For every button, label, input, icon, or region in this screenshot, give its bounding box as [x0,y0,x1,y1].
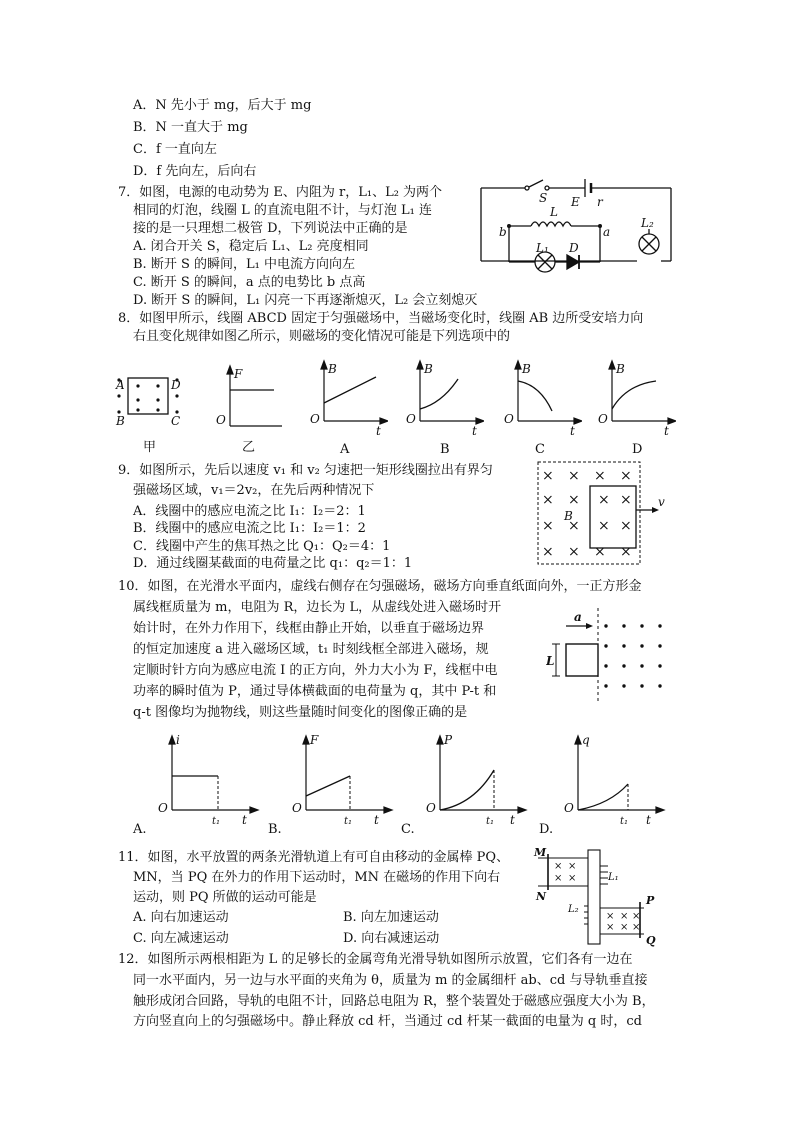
q8-stem-line: 右且变化规律如图乙所示，则磁场的变化情况可能是下列选项中的 [133,329,511,344]
svg-text:×: × [620,518,632,534]
svg-text:×: × [554,873,563,884]
q12-stem-line: 触形成闭合回路，导轨的电阻不计，回路总电阻为 R，整个装置处于磁感应强度大小为 B， [133,994,655,1009]
svg-text:×: × [620,492,632,508]
q10-letter-c: C. [401,822,415,837]
caption-b: B [440,442,450,457]
q8-graph-b [402,357,484,437]
svg-text:O: O [564,801,574,815]
svg-text:×: × [568,544,580,560]
q9-stem-line: 9．如图所示，先后以速度 v₁ 和 v₂ 匀速把一矩形线圈拉出有界匀 [118,463,493,478]
svg-text:O: O [598,412,608,426]
q7-option-d: D. 断开 S 的瞬间，L₁ 闪亮一下再逐渐熄灭，L₂ 会立刻熄灭 [133,293,478,308]
caption-c: C [535,442,545,457]
q10-stem-line: 10．如图，在光滑水平面内，虚线右侧存在匀强磁场，磁场方向垂直纸面向外，一正方形金 [118,579,642,594]
q11-stem-line: 运动，则 PQ 所做的运动可能是 [133,890,317,905]
q10-stem-line: 功率的瞬时值为 P，通过导体横截面的电荷量为 q，其中 P-t 和 [133,684,497,699]
svg-text:O: O [158,801,168,815]
svg-text:O: O [292,801,302,815]
label-q: Q [646,934,656,947]
q6-option-d: D．f 先向左，后向右 [133,164,257,179]
svg-text:×: × [542,468,554,484]
svg-text:B: B [424,362,433,376]
label-e: E [571,195,580,209]
svg-text:O: O [310,412,320,426]
svg-text:t: t [510,813,515,827]
svg-text:×: × [632,922,641,933]
q7-stem-line: 相同的灯泡，线圈 L 的直流电阻不计，与灯泡 L₁ 连 [133,203,433,218]
svg-text:t: t [646,813,651,827]
corner-b: B [116,414,125,428]
svg-text:t₁: t₁ [344,816,353,827]
caption-yi: 乙 [242,440,256,455]
svg-text:×: × [568,518,580,534]
svg-text:×: × [594,468,606,484]
label-n: N [536,890,547,903]
q10-graph-a [150,730,260,830]
svg-text:t: t [374,813,379,827]
svg-text:×: × [542,518,554,534]
q12-stem-line: 方向竖直向上的匀强磁场中。静止释放 cd 杆，当通过 cd 杆某一截面的电量为 q 时，cd [133,1014,642,1029]
svg-text:×: × [568,468,580,484]
label-l1-coil: L₁ [608,872,619,883]
svg-text:×: × [598,518,610,534]
q7-option-c: C. 断开 S 的瞬间，a 点的电势比 b 点高 [133,275,366,290]
svg-text:×: × [542,492,554,508]
label-v: v [658,495,665,509]
svg-text:O: O [406,412,416,426]
svg-text:×: × [620,544,632,560]
svg-text:×: × [606,911,615,922]
q10-graph-d [556,730,666,830]
q7-option-b: B. 断开 S 的瞬间，L₁ 中电流方向向左 [133,257,355,272]
svg-text:B: B [616,362,625,376]
q11-stem-line: MN，当 PQ 在外力的作用下运动时，MN 在磁场的作用下向右 [133,870,501,885]
q9-option-a: A．线圈中的感应电流之比 I₁：I₂＝2：1 [133,504,366,519]
q9-stem-line: 强磁场区域，v₁＝2v₂，在先后两种情况下 [133,483,375,498]
q10-letter-b: B. [268,822,282,837]
q7-stem-line: 7．如图，电源的电动势为 E、内阻为 r，L₁、L₂ 为两个 [118,185,443,200]
label-b: b [499,225,507,239]
q11-option-d: D. 向右减速运动 [343,931,440,946]
corner-d: D [171,378,181,392]
label-l2: L₂ [641,216,654,230]
corner-c: C [171,414,181,428]
label-r: r [597,195,603,209]
label-a: a [603,225,611,239]
q10-stem-line: q-t 图像均为抛物线，则这些量随时间变化的图像正确的是 [133,705,468,720]
q11-rails-diagram [532,846,672,948]
caption-a: A [340,442,350,457]
svg-text:F: F [234,367,243,381]
q9-field-diagram [532,460,672,568]
svg-text:t: t [376,424,381,437]
q10-letter-a: A. [133,822,147,837]
label-l2-coil: L₂ [568,904,579,915]
label-p: P [646,894,655,907]
q10-letter-d: D. [539,822,554,837]
caption-jia: 甲 [143,440,157,455]
svg-text:t: t [242,813,247,827]
q7-stem-line: 接的是一只理想二极管 D，下列说法中正确的是 [133,221,408,236]
q11-option-a: A. 向右加速运动 [133,910,229,925]
q11-stem-line: 11．如图，水平放置的两条光滑轨道上有可自由移动的金属棒 PQ、 [118,850,510,865]
label-b-field: B [564,509,573,523]
svg-text:P: P [444,733,453,747]
svg-text:O: O [216,413,226,427]
q10-graph-c [418,730,528,830]
q10-stem-line: 的恒定加速度 a 进入磁场区域，t₁ 时刻线框全部进入磁场，规 [133,642,489,657]
svg-text:×: × [606,922,615,933]
q12-stem-line: 12．如图所示两根相距为 L 的足够长的金属弯角光滑导轨如图所示放置，它们各有一边在 [118,952,633,967]
q12-stem-line: 同一水平面内，另一边与水平面的夹角为 θ，质量为 m 的金属细杆 ab、cd 与导轨垂直接 [133,973,648,988]
label-m: M [534,846,547,859]
q6-option-c: C．f 一直向左 [133,142,217,157]
q7-option-a: A. 闭合开关 S，稳定后 L₁、L₂ 亮度相同 [133,239,369,254]
svg-text:×: × [620,922,629,933]
svg-text:t: t [664,424,669,437]
q9-option-b: B．线圈中的感应电流之比 I₁：I₂＝1：2 [133,521,366,536]
svg-text:q: q [582,733,590,747]
svg-text:×: × [542,544,554,560]
svg-text:t₁: t₁ [212,816,221,827]
label-l1: L₁ [536,241,549,255]
svg-text:×: × [568,492,580,508]
q11-option-c: C. 向左减速运动 [133,931,229,946]
label-s: S [539,191,548,205]
svg-text:×: × [598,492,610,508]
q10-graph-b [284,730,394,830]
svg-text:×: × [594,544,606,560]
svg-text:B: B [522,362,531,376]
svg-text:×: × [568,873,577,884]
q9-option-c: C．线圈中产生的焦耳热之比 Q₁：Q₂＝4：1 [133,539,391,554]
label-d: D [569,241,579,255]
svg-text:O: O [426,801,436,815]
q8-graph-a [306,357,388,437]
svg-text:×: × [554,861,563,872]
svg-text:×: × [620,468,632,484]
q10-stem-line: 始计时，在外力作用下，线框由静止开始，以垂直于磁场边界 [133,621,485,636]
svg-text:B: B [328,362,337,376]
caption-d: D [632,442,643,457]
svg-text:F: F [310,733,319,747]
corner-a: A [116,378,125,392]
q10-stem-line: 属线框质量为 m，电阻为 R，边长为 L，从虚线处进入磁场时开 [133,600,502,615]
q9-option-d: D．通过线圈某截面的电荷量之比 q₁：q₂＝1：1 [133,556,413,571]
svg-text:×: × [632,911,641,922]
q8-stem-line: 8．如图甲所示，线圈 ABCD 固定于匀强磁场中，当磁场变化时，线圈 AB 边所受安培力向 [118,311,644,326]
q7-circuit-diagram [475,174,681,278]
q11-option-b: B. 向左加速运动 [343,910,439,925]
q8-coil-figure [114,372,184,428]
q8-graph-c [500,357,582,437]
svg-text:t: t [570,424,575,437]
svg-text:×: × [620,911,629,922]
svg-text:t: t [472,424,477,437]
svg-text:×: × [568,861,577,872]
q8-graph-yi [212,362,284,432]
q10-frame-diagram [546,606,676,704]
q6-option-a: A．N 先小于 mg，后大于 mg [133,98,312,113]
svg-text:i: i [176,733,180,747]
label-l: L [550,205,558,219]
q10-stem-line: 定顺时针方向为感应电流 I 的正方向，外力大小为 F，线框中电 [133,663,498,678]
svg-text:t₁: t₁ [620,816,629,827]
label-a-accel: a [574,610,582,624]
q8-graph-d [594,357,676,437]
svg-text:t₁: t₁ [486,816,495,827]
svg-text:O: O [504,412,514,426]
label-l-side: L [546,654,555,668]
q6-option-b: B．N 一直大于 mg [133,120,248,135]
